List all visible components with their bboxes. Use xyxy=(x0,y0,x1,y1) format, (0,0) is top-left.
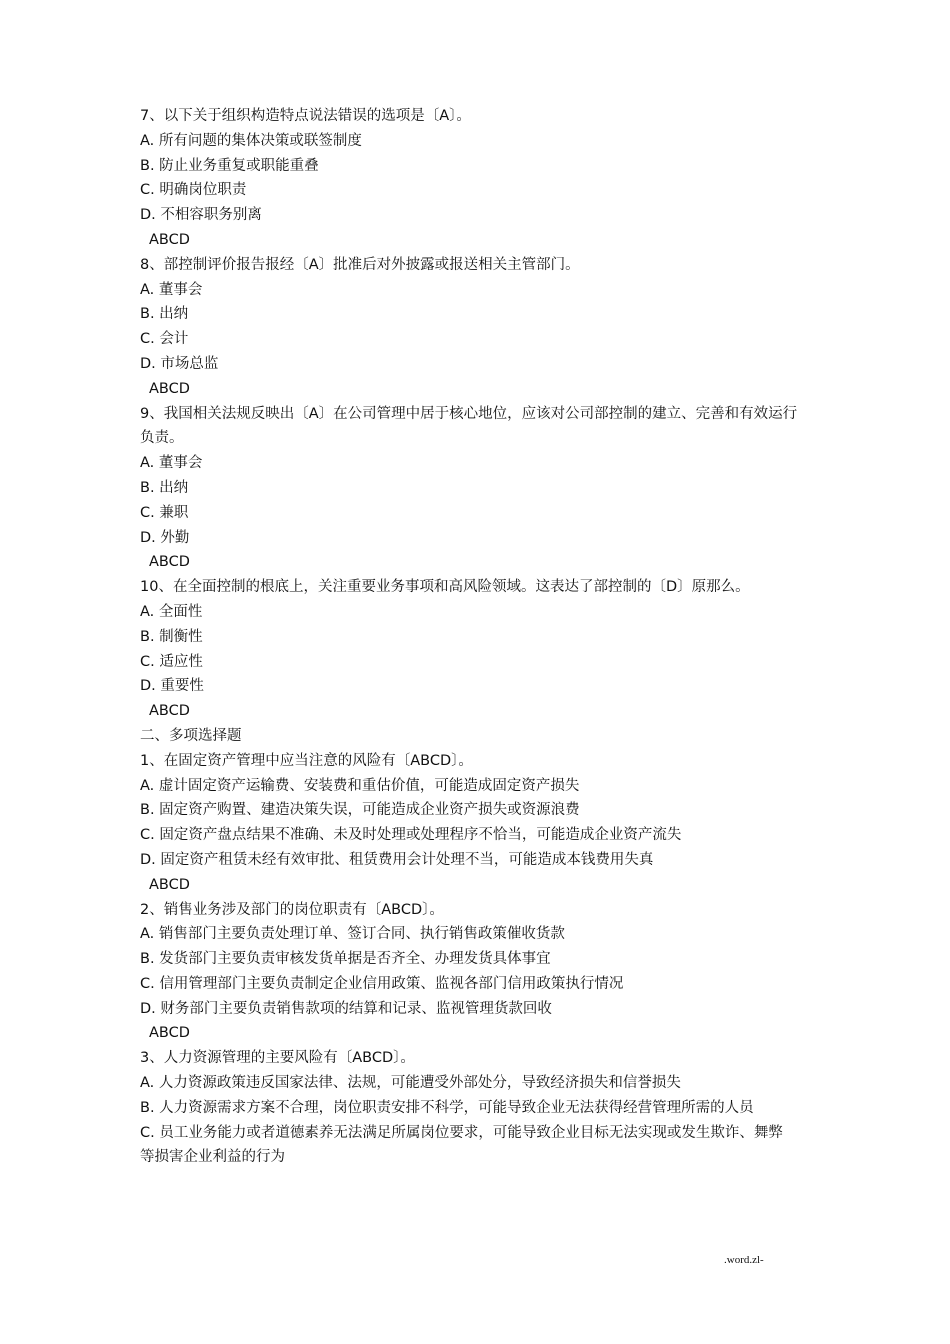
question-text: 负责。 xyxy=(140,430,184,447)
answer-text: ABCD xyxy=(149,1025,190,1042)
option-text: D. 市场总监 xyxy=(140,355,219,372)
question-text: 1、在固定资产管理中应当注意的风险有〔ABCD〕。 xyxy=(140,752,473,769)
question-text: 3、人力资源管理的主要风险有〔ABCD〕。 xyxy=(140,1050,415,1067)
option-text: C. 会计 xyxy=(140,331,189,348)
option-text: D. 外勤 xyxy=(140,529,190,546)
option-text: A. 虚计固定资产运输费、安装费和重估价值，可能造成固定资产损失 xyxy=(140,777,580,794)
option-text: B. 出纳 xyxy=(140,479,189,496)
option-text: A. 销售部门主要负责处理订单、签订合同、执行销售政策催收货款 xyxy=(140,926,565,943)
answer-text: ABCD xyxy=(149,876,190,893)
option-text: B. 人力资源需求方案不合理，岗位职责安排不科学，可能导致企业无法获得经营管理所需的人员 xyxy=(140,1099,754,1116)
question-text: 2、销售业务涉及部门的岗位职责有〔ABCD〕。 xyxy=(140,901,444,918)
option-text: C. 适应性 xyxy=(140,653,203,670)
option-text: 等损害企业利益的行为 xyxy=(140,1149,285,1166)
question-text: 7、以下关于组织构造特点说法错误的选项是〔A〕。 xyxy=(140,108,471,124)
question-text: 8、部控制评价报告报经〔A〕批准后对外披露或报送相关主管部门。 xyxy=(140,256,580,273)
answer-text: ABCD xyxy=(149,703,190,720)
question-text: 9、我国相关法规反映出〔A〕在公司管理中居于核心地位，应该对公司部控制的建立、完善和有效运行 xyxy=(140,405,798,422)
option-text: A. 全面性 xyxy=(140,603,203,620)
option-text: D. 财务部门主要负责销售款项的结算和记录、监视管理货款回收 xyxy=(140,1000,552,1017)
document-body xyxy=(140,104,820,1170)
page-footer: .word.zl- xyxy=(724,1254,764,1266)
option-text: C. 员工业务能力或者道德素养无法满足所属岗位要求，可能导致企业目标无法实现或发生欺诈、舞弊 xyxy=(140,1124,783,1141)
option-text: D. 重要性 xyxy=(140,678,204,695)
option-text: D. 不相容职务别离 xyxy=(140,207,262,224)
option-text: B. 制衡性 xyxy=(140,628,203,645)
option-text: D. 固定资产租赁未经有效审批、租赁费用会计处理不当，可能造成本钱费用失真 xyxy=(140,851,654,868)
option-text: C. 兼职 xyxy=(140,504,189,521)
option-text: B. 防止业务重复或职能重叠 xyxy=(140,157,319,174)
answer-text: ABCD xyxy=(149,554,190,571)
option-text: C. 固定资产盘点结果不准确、未及时处理或处理程序不恰当，可能造成企业资产流失 xyxy=(140,827,682,844)
option-text: B. 发货部门主要负责审核发货单据是否齐全、办理发货具体事宜 xyxy=(140,951,551,968)
option-text: B. 固定资产购置、建造决策失误，可能造成企业资产损失或资源浪费 xyxy=(140,802,580,819)
option-text: A. 人力资源政策违反国家法律、法规，可能遭受外部处分，导致经济损失和信誉损失 xyxy=(140,1075,681,1092)
answer-text: ABCD xyxy=(149,231,190,248)
section-heading: 二、多项选择题 xyxy=(140,727,242,744)
option-text: C. 明确岗位职责 xyxy=(140,182,247,199)
option-text: A. 所有问题的集体决策或联签制度 xyxy=(140,132,362,149)
question-text: 10、在全面控制的根底上，关注重要业务事项和高风险领域。这表达了部控制的〔D〕原那么。 xyxy=(140,579,750,596)
option-text: A. 董事会 xyxy=(140,281,203,298)
option-text: C. 信用管理部门主要负责制定企业信用政策、监视各部门信用政策执行情况 xyxy=(140,975,624,992)
option-text: B. 出纳 xyxy=(140,306,189,323)
answer-text: ABCD xyxy=(149,380,190,397)
option-text: A. 董事会 xyxy=(140,455,203,472)
